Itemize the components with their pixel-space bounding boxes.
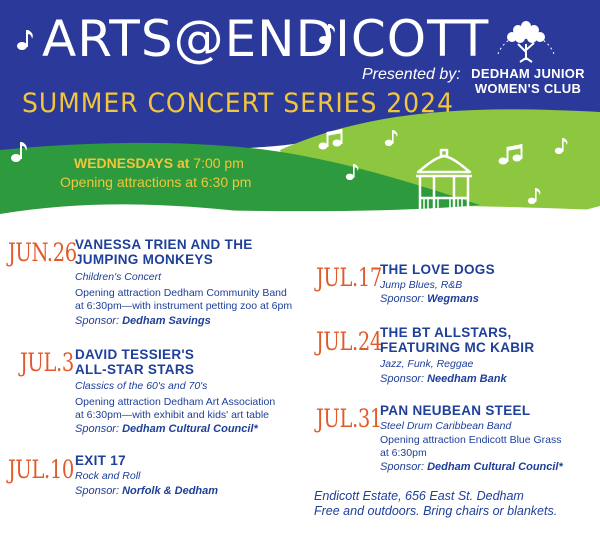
music-note-icon (527, 186, 543, 206)
concert-date: JUN.26 (8, 238, 77, 267)
sponsor-label: Sponsor: (380, 373, 425, 385)
concert-sponsor (75, 484, 218, 498)
sponsor-label: Sponsor: (75, 315, 120, 327)
band-line: VANESSA TRIEN AND THE (75, 237, 253, 252)
sponsor-label: Sponsor: (380, 293, 425, 305)
schedule-opening: Opening attractions at 6:30 pm (60, 174, 252, 190)
concert-band-name: EXIT 17 (75, 453, 126, 468)
band-line: JUMPING MONKEYS (75, 252, 214, 267)
concert-sponsor (75, 314, 211, 328)
page-subtitle: SUMMER CONCERT SERIES 2024 (22, 88, 454, 119)
venue-note: Free and outdoors. Bring chairs or blankets. (314, 504, 558, 518)
concert-opening-attraction (75, 396, 275, 422)
concert-sponsor (380, 372, 507, 386)
concert-genre: Classics of the 60's and 70's (75, 380, 208, 392)
music-note-icon (16, 28, 36, 52)
band-line: ALL-STAR STARS (75, 362, 195, 377)
sponsor-label: Sponsor: (380, 461, 425, 473)
concert-band-name (75, 347, 194, 377)
concert-sponsor (75, 422, 258, 436)
concert-genre: Children's Concert (75, 271, 162, 283)
schedule-day (74, 155, 244, 171)
concert-band-name (75, 237, 253, 267)
concert-sponsor (380, 460, 563, 474)
sponsor-name: Needham Bank (427, 373, 507, 385)
club-name (468, 66, 588, 96)
club-name-line2: WOMEN'S CLUB (474, 81, 582, 96)
attraction-line: Opening attraction Dedham Community Band (75, 287, 287, 299)
concert-band-name: THE LOVE DOGS (380, 262, 495, 277)
concert-sponsor (380, 292, 479, 306)
venue-address: Endicott Estate, 656 East St. Dedham (314, 489, 524, 503)
band-line: THE BT ALLSTARS, (380, 325, 512, 340)
double-music-note-icon (498, 143, 524, 167)
sponsor-label: Sponsor: (75, 423, 120, 435)
presented-by-label: Presented by: (362, 66, 461, 83)
attraction-line: at 6:30pm—with instrument petting zoo at 6pm (75, 300, 293, 312)
music-note-icon (384, 128, 400, 148)
concert-date: JUL.31 (316, 404, 382, 433)
gazebo-icon (412, 146, 476, 218)
concert-date: JUL.3 (20, 348, 74, 377)
music-note-icon (554, 136, 570, 156)
concert-opening-attraction (75, 287, 292, 313)
concert-band-name (380, 325, 534, 355)
concert-opening-attraction (380, 434, 562, 460)
attraction-line: Opening attraction Endicott Blue Grass (380, 434, 562, 446)
schedule-day-label: WEDNESDAYS at (74, 155, 190, 171)
sponsor-name: Dedham Savings (122, 315, 211, 327)
tree-logo-icon (490, 4, 562, 68)
attraction-line: Opening attraction Dedham Art Association (75, 396, 276, 408)
concert-genre: Jazz, Funk, Reggae (380, 358, 474, 370)
band-line: FEATURING MC KABIR (380, 340, 535, 355)
music-note-icon (345, 162, 361, 182)
page-title: ARTS@ENDICOTT (42, 10, 490, 68)
music-note-icon (10, 140, 30, 164)
concert-genre: Steel Drum Caribbean Band (380, 420, 512, 432)
sponsor-name: Dedham Cultural Council* (122, 423, 258, 435)
concert-band-name: PAN NEUBEAN STEEL (380, 403, 531, 418)
club-name-line1: DEDHAM JUNIOR (471, 66, 585, 81)
double-music-note-icon (318, 128, 344, 152)
sponsor-label: Sponsor: (75, 485, 120, 497)
venue-info (314, 489, 557, 519)
concert-genre: Rock and Roll (75, 470, 141, 482)
schedule-time: 7:00 pm (193, 155, 244, 171)
concert-date: JUL.24 (316, 327, 382, 356)
sponsor-name: Wegmans (427, 293, 479, 305)
concert-date: JUL.10 (8, 455, 74, 484)
attraction-line: at 6:30pm (380, 447, 427, 459)
sponsor-name: Dedham Cultural Council* (427, 461, 563, 473)
attraction-line: at 6:30pm—with exhibit and kids' art table (75, 409, 270, 421)
concert-date: JUL.17 (316, 263, 382, 292)
band-line: DAVID TESSIER'S (75, 347, 195, 362)
concert-genre: Jump Blues, R&B (380, 279, 463, 291)
sponsor-name: Norfolk & Dedham (122, 485, 219, 497)
